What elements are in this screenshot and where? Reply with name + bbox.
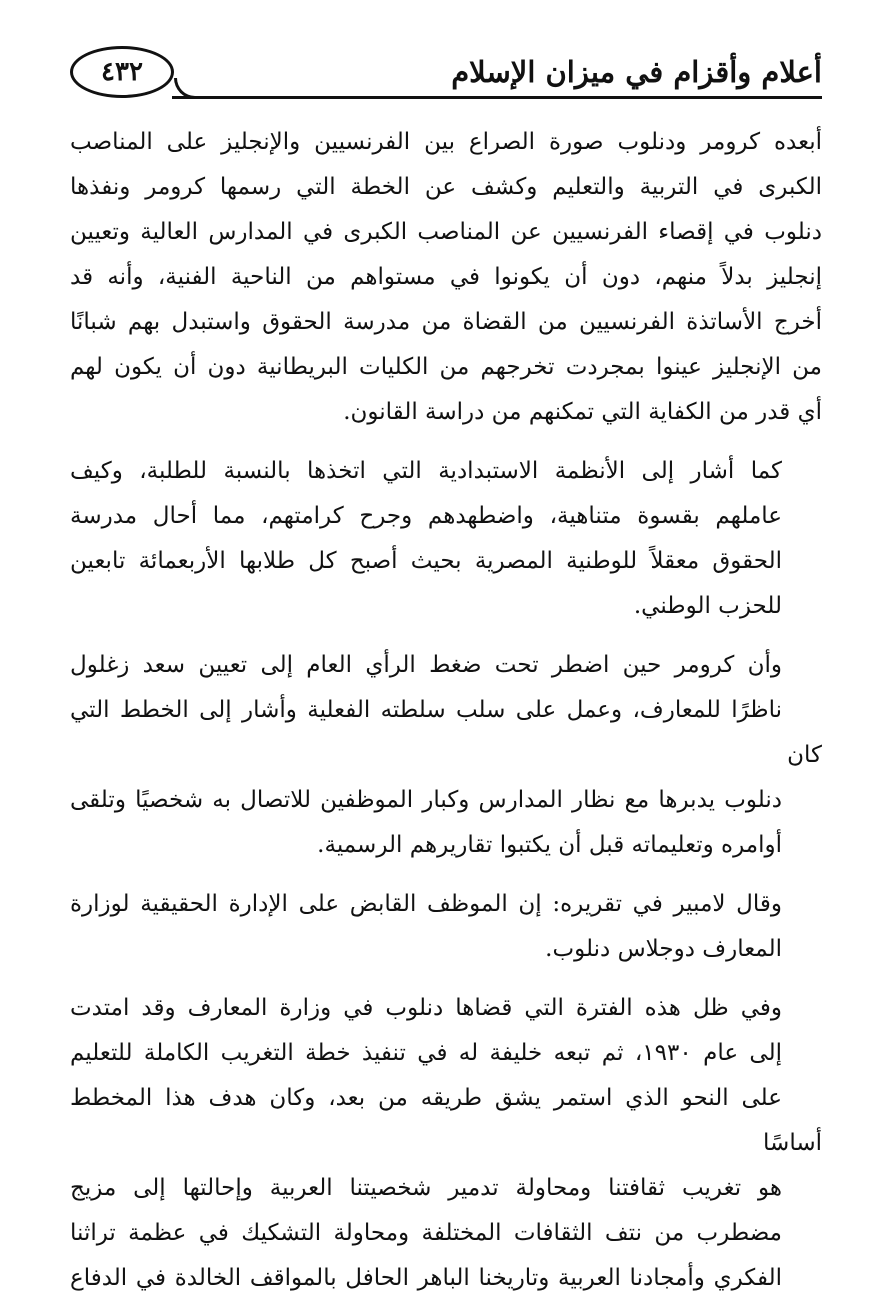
text-line: من الإنجليز عينوا بمجردت تخرجهم من الكليات البريطانية دون أن يكون لهم [70,354,822,380]
paragraph [70,643,822,868]
text-line: أخرج الأساتذة الفرنسيين من القضاة من مدرسة الحقوق واستبدل بهم شبانًا [70,309,822,335]
text-line: إنجليز بدلاً منهم، دون أن يكونوا في مستواهم من الناحية الفنية، وأنه قد [70,264,822,290]
text-line: كما أشار إلى الأنظمة الاستبدادية التي اتخذها بالنسبة للطلبة، وكيف [70,458,782,484]
text-line: دنلوب في إقصاء الفرنسيين عن المناصب الكبرى في المدارس العالية وتعيين [70,219,822,245]
body-text [70,120,822,1315]
paragraph [70,882,822,972]
text-line: الفكري وأمجادنا العربية وتاريخنا الباهر الحافل بالمواقف الخالدة في الدفاع [70,1265,782,1291]
paragraph [70,986,822,1301]
running-header [70,40,822,110]
text-line: عاملهم بقسوة متناهية، واضطهدهم وجرح كرامتهم، مما أحال مدرسة [70,503,782,529]
header-title: أعلام وأقزام في ميزان الإسلام [451,55,822,89]
paragraph [70,449,822,629]
text-line: وفي ظل هذه الفترة التي قضاها دنلوب في وزارة المعارف وقد امتدت [70,995,782,1021]
text-line: المعارف دوجلاس دنلوب. [545,936,782,962]
text-line: وقال لامبير في تقريره: إن الموظف القابض على الإدارة الحقيقية لوزارة [70,891,782,917]
text-line: أي قدر من الكفاية التي تمكنهم من دراسة القانون. [343,399,822,425]
page-number: ٤٣٢ [101,57,143,87]
text-line: مضطرب من نتف الثقافات المختلفة ومحاولة التشكيك في عظمة تراثنا [70,1220,782,1246]
text-line: للحزب الوطني. [633,593,782,619]
text-line: وأن كرومر حين اضطر تحت ضغط الرأي العام إلى تعيين سعد زغلول [70,652,782,678]
page-number-oval [70,46,174,98]
text-line: دنلوب يدبرها مع نظار المدارس وكبار الموظفين للاتصال به شخصيًا وتلقى [70,787,782,813]
paragraph [70,120,822,435]
text-line: الحقوق معقلاً للوطنية المصرية بحيث أصبح كل طلابها الأربعمائة تابعين [70,548,782,574]
text-line: على النحو الذي استمر يشق طريقه من بعد، وكان هدف هذا المخطط أساسًا [70,1085,822,1156]
text-line: ناظرًا للمعارف، وعمل على سلب سلطته الفعلية وأشار إلى الخطط التي كان [70,697,822,768]
text-line: هو تغريب ثقافتنا ومحاولة تدمير شخصيتنا العربية وإحالتها إلى مزيج [70,1175,782,1201]
text-line: إلى عام ١٩٣٠، ثم تبعه خليفة له في تنفيذ خطة التغريب الكاملة للتعليم [70,1040,782,1066]
text-line: الكبرى في التربية والتعليم وكشف عن الخطة التي رسمها كرومر ونفذها [70,174,822,200]
text-line: أبعده كرومر ودنلوب صورة الصراع بين الفرنسيين والإنجليز على المناصب [70,129,822,155]
text-line: أوامره وتعليماته قبل أن يكتبوا تقاريرهم الرسمية. [317,832,782,858]
header-rule [172,96,822,99]
